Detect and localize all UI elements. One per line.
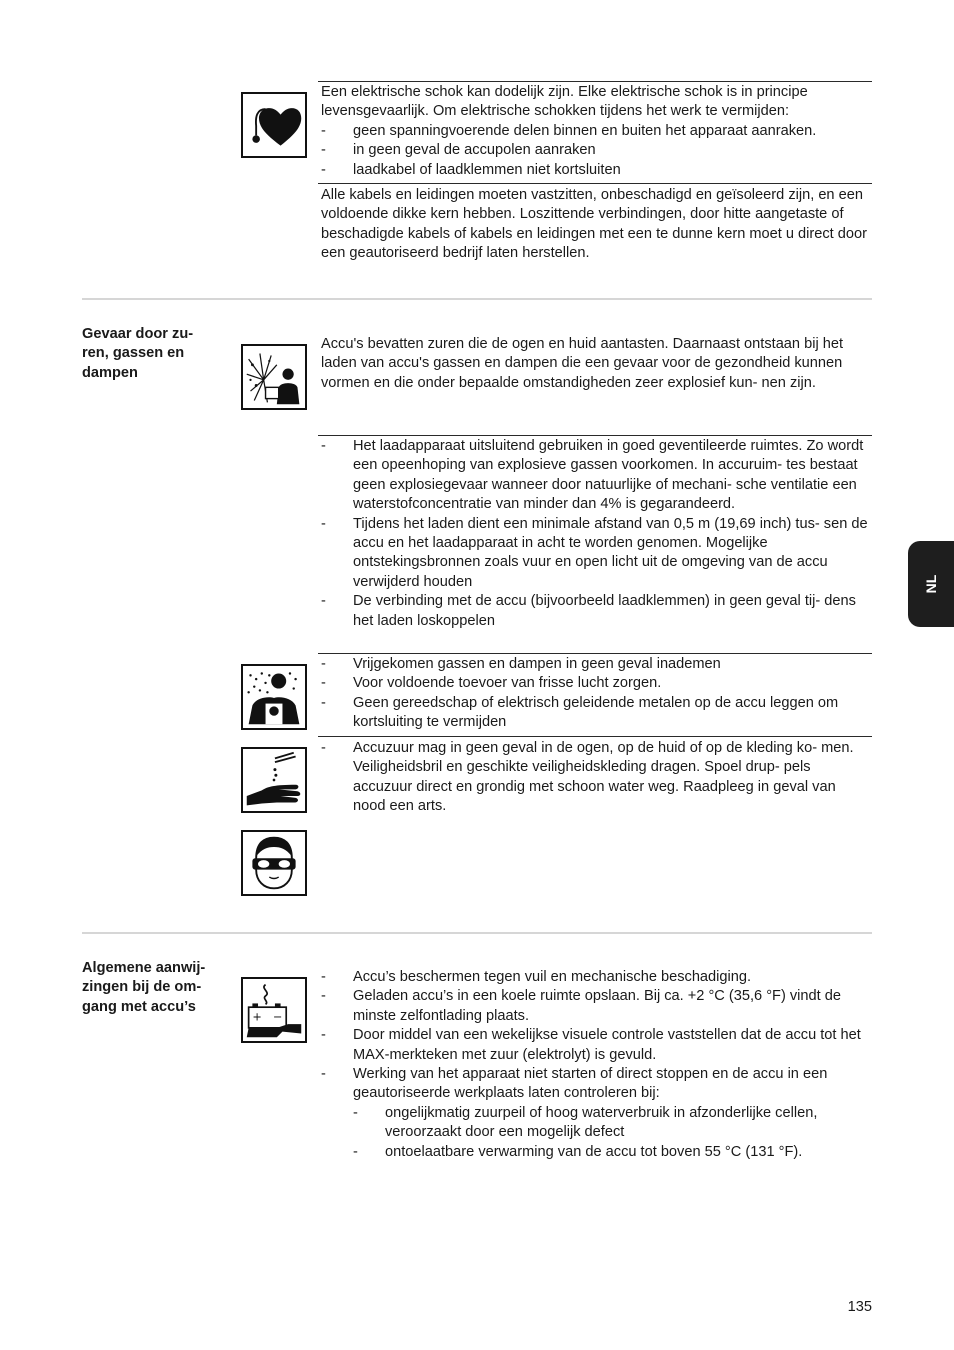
list-item: - Geladen accu’s in een koele ruimte opslaan. Bij ca. +2 °C (35,6 °F) vindt de minste zelfontlading plaats. — [321, 988, 841, 1024]
sub-list-item: - ongelijkmatig zuurpeil of hoog waterverbruik in afzonderlijke cellen, veroorzaakt door een mogelijk defect — [353, 1104, 818, 1141]
rule-acid-3 — [318, 736, 872, 737]
general-list — [321, 968, 869, 1162]
list-item: - Door middel van een wekelijkse visuele controle vaststellen dat de accu tot het MAX-merkteken met zuur (elektrolyt) is gevuld. — [321, 1027, 861, 1063]
acid-list-3 — [321, 739, 869, 817]
acid-intro: Accu's bevatten zuren die de ogen en huid aantasten. Daarnaast ontstaan bij het laden van accu's gassen en dampen die een gevaar voor de gezondheid kunnen vormen en die onder bepaalde omstandigheden zeer explosief kun- nen zijn. — [321, 336, 844, 391]
list-item: - in geen geval de accupolen aanraken — [321, 142, 596, 159]
inhalation-hazard-icon — [241, 664, 307, 730]
acid-list-2 — [321, 655, 869, 733]
shock-intro: Een elektrische schok kan dodelijk zijn. Elke elektrische schok is in principe levensgevaarlijk. Om elektrische schokken tijdens het werk te vermijden: — [321, 84, 808, 120]
list-item: - Voor voldoende toevoer van frisse lucht zorgen. — [321, 675, 662, 692]
rule-shock-top — [318, 81, 872, 82]
rule-shock-mid — [318, 183, 872, 184]
language-tab-label: NL — [923, 574, 939, 594]
list-item: - Geen gereedschap of elektrisch geleidende metalen op de accu leggen om kortsluiting te vermijden — [321, 694, 839, 731]
list-item: - Tijdens het laden dient een minimale afstand van 0,5 m (19,69 inch) tus- sen de accu en het laadapparaat in acht te worden genomen. Mogelijke ontstekingsbronnen zoals vuur en open licht uit de omgeving van de accu verwijderd houden — [321, 515, 868, 590]
explosion-icon — [241, 344, 307, 410]
section-divider — [82, 932, 872, 934]
rule-acid-1 — [318, 435, 872, 436]
heart-shock-icon — [241, 92, 307, 158]
rule-acid-2 — [318, 653, 872, 654]
list-item: - Accuzuur mag in geen geval in de ogen, op de huid of op de kleding ko- men. Veiligheidsbril en geschikte veiligheidskleding dragen. Spoel drup- pels accuzuur direct en grondig met schoon water weg. Raadpleeg in geval van nood een arts. — [321, 740, 854, 815]
cables-block — [321, 186, 869, 264]
list-item: - Accu’s beschermen tegen vuil en mechanische beschadiging. — [321, 969, 752, 985]
safety-glasses-icon — [241, 830, 307, 896]
acid-intro-block — [321, 335, 869, 393]
list-item: - Werking van het apparaat niet starten of direct stoppen en de accu in een geautoriseerde werkplaats laten controleren bij: — [321, 1066, 828, 1102]
list-item: - laadkabel of laadklemmen niet kortsluiten — [321, 161, 621, 178]
page-number: 135 — [847, 1299, 872, 1315]
sub-list-item: - ontoelaatbare verwarming van de accu tot boven 55 °C (131 °F). — [353, 1143, 803, 1160]
section-heading-general: Algemene aanwij- zingen bij de om- gang met accu’s — [82, 960, 206, 1015]
svg-text:+: + — [252, 1010, 262, 1024]
acid-list-1 — [321, 437, 869, 631]
battery-handling-icon — [241, 977, 307, 1043]
section-heading-acid: Gevaar door zu- ren, gassen en dampen — [82, 326, 194, 381]
list-item: - Vrijgekomen gassen en dampen in geen geval inademen — [321, 656, 721, 672]
list-item: - Het laadapparaat uitsluitend gebruiken in goed geventileerde ruimtes. Zo wordt een opeenhoping van explosieve gassen voorkomen. In accuruim- tes bestaat geen explosiegevaar wanneer door natuurlijke of mechani- sche ventilatie een waterstofconcentratie van minder dan 4% is gegarandeerd. — [321, 438, 864, 513]
language-tab — [908, 541, 954, 627]
list-item: - De verbinding met de accu (bijvoorbeeld laadklemmen) in geen geval tij- dens het laden loskoppelen — [321, 593, 856, 629]
section-divider — [82, 298, 872, 300]
acid-hand-icon — [241, 747, 307, 813]
svg-text:−: − — [273, 1010, 283, 1024]
cables-text: Alle kabels en leidingen moeten vastzitten, onbeschadigd en geïsoleerd zijn, en een voldoende dikke kern hebben. Loszittende verbindingen, door hitte aangetaste of beschadigde kabels of kabels en leidingen met een te dunne kern moet u direct door een geautoriseerd bedrijf laten herstellen. — [321, 187, 868, 262]
list-item: - geen spanningvoerende delen binnen en buiten het apparaat aanraken. — [321, 122, 817, 139]
shock-block — [321, 83, 869, 180]
